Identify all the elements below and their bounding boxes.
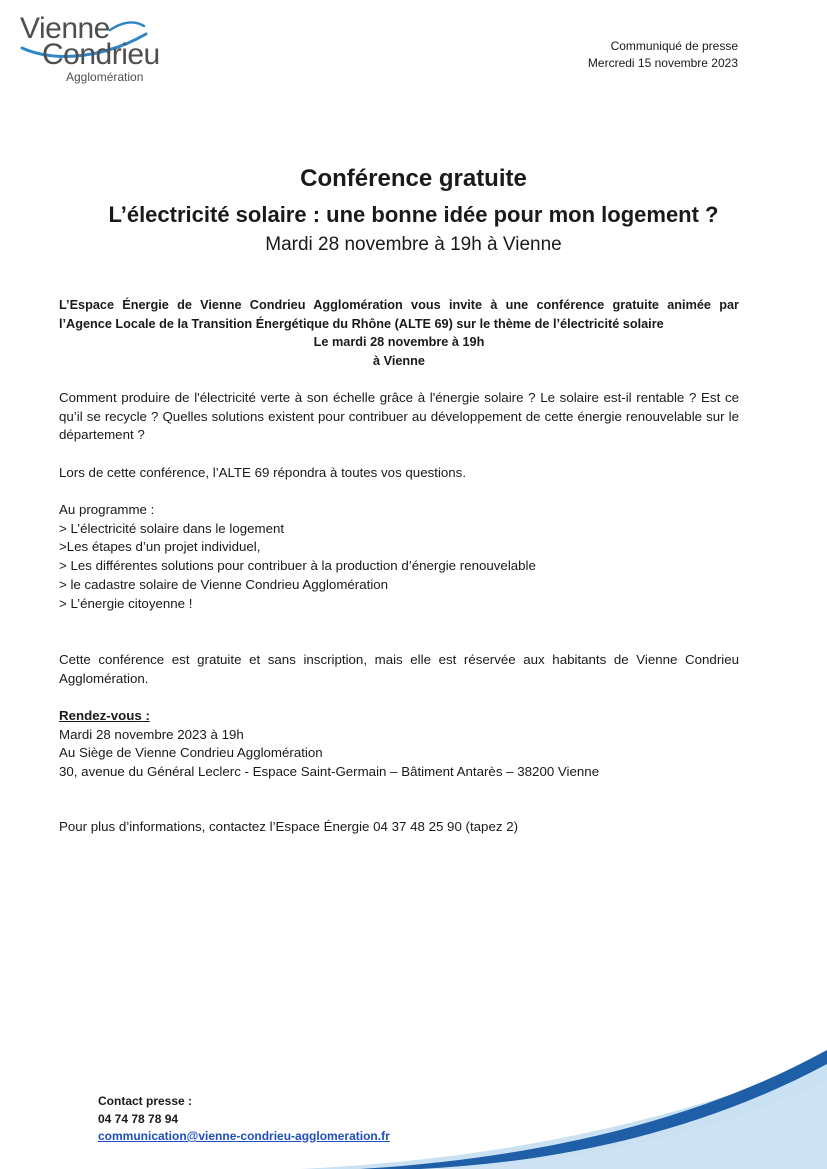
contact-heading: Contact presse : bbox=[98, 1094, 193, 1108]
programme-item: > L’énergie citoyenne ! bbox=[59, 595, 193, 611]
rendezvous-heading bbox=[59, 707, 739, 726]
intro-place-line: à Vienne bbox=[373, 354, 425, 369]
event-when: Mardi 28 novembre à 19h à Vienne bbox=[265, 234, 562, 255]
logo bbox=[18, 12, 178, 92]
page-title: Conférence gratuite bbox=[300, 165, 527, 192]
rendezvous-venue: Au Siège de Vienne Condrieu Agglomération bbox=[59, 745, 323, 761]
press-header bbox=[438, 38, 738, 72]
programme-heading: Au programme : bbox=[59, 502, 155, 517]
gratuite-paragraph: Cette conférence est gratuite et sans inscription, mais elle est réservée aux habitants de Vienne Condrieu Agglomération. bbox=[59, 652, 739, 686]
programme-item: >Les étapes d’un projet individuel, bbox=[59, 539, 261, 555]
rendezvous-label: Rendez-vous bbox=[59, 708, 142, 723]
lors-paragraph: Lors de cette conférence, l’ALTE 69 répondra à toutes vos questions. bbox=[59, 465, 467, 480]
programme-item: > le cadastre solaire de Vienne Condrieu Agglomération bbox=[59, 576, 389, 592]
press-type: Communiqué de presse bbox=[610, 39, 738, 53]
programme-section bbox=[59, 501, 739, 613]
intro-line: l’Agence Locale de la Transition Énergétique du Rhône (ALTE 69) sur le thème de l’électricité solaire bbox=[59, 316, 664, 331]
rendezvous-date: Mardi 28 novembre 2023 à 19h bbox=[59, 726, 244, 742]
logo-word-condrieu: Condrieu bbox=[42, 38, 160, 71]
rendezvous-address: 30, avenue du Général Leclerc - Espace Saint-Germain – Bâtiment Antarès – 38200 Vienne bbox=[59, 764, 600, 780]
rendezvous-label-suffix: : bbox=[141, 708, 150, 723]
infos-paragraph: Pour plus d’informations, contactez l’Espace Énergie 04 37 48 25 90 (tapez 2) bbox=[59, 819, 519, 834]
page-subtitle: L’électricité solaire : une bonne idée pour mon logement ? bbox=[108, 202, 719, 227]
questions-paragraph: Comment produire de l'électricité verte à son échelle grâce à l'énergie solaire ? Le solaire est-il rentable ? Est ce qu’il se recycle ? Quelles solutions existent pour contribuer au développement de cette énergie renouvelable sur le département ? bbox=[59, 390, 739, 443]
logo-word-vienne: Vienne bbox=[20, 12, 110, 45]
programme-item: > L’électricité solaire dans le logement bbox=[59, 520, 285, 536]
intro-line: L’Espace Énergie de Vienne Condrieu Agglomération vous invite à une conférence gratuite animée par bbox=[59, 298, 739, 312]
intro-paragraph bbox=[59, 296, 739, 371]
press-date: Mercredi 15 novembre 2023 bbox=[587, 56, 738, 70]
logo-word-agglomeration: Agglomération bbox=[66, 70, 144, 84]
intro-date-line: Le mardi 28 novembre à 19h bbox=[313, 335, 485, 350]
contact-email-link[interactable]: communication@vienne-condrieu-agglomeration.fr bbox=[98, 1129, 390, 1143]
rendezvous-section bbox=[59, 707, 739, 782]
press-contact bbox=[98, 1093, 390, 1146]
programme-item: > Les différentes solutions pour contribuer à la production d’énergie renouvelable bbox=[59, 558, 536, 574]
contact-phone: 04 74 78 78 94 bbox=[98, 1111, 179, 1126]
